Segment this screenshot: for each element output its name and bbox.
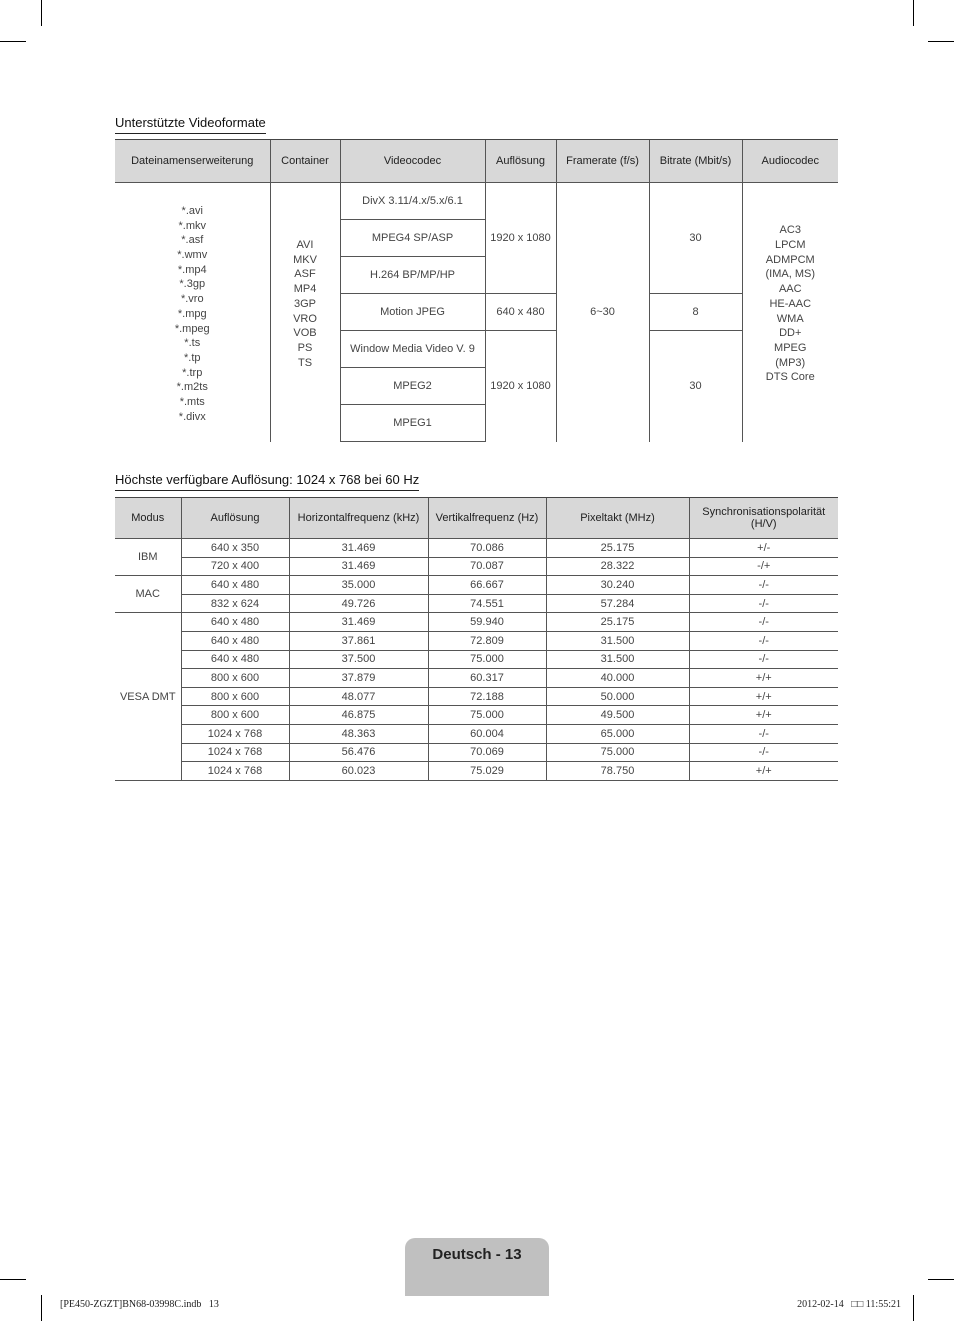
audiocodecs-cell: AC3 LPCM ADMPCM (IMA, MS) AAC HE-AAC WMA DD+ MPEG (MP3) DTS Core [742,183,838,442]
mode-cell: IBM [115,539,181,576]
table-cell: 640 x 480 [181,613,289,632]
table-cell: 31.469 [289,539,428,558]
table-cell: 31.469 [289,613,428,632]
table-row [115,706,838,725]
bitrate-cell: 30 [649,183,742,294]
resolution-cell: 1920 x 1080 [485,183,556,294]
table-cell: 31.469 [289,557,428,576]
table-cell: 35.000 [289,576,428,595]
table-cell: -/- [689,576,838,595]
table-header-row [115,140,838,183]
table-cell: 60.317 [428,669,546,688]
table-cell: 31.500 [546,650,689,669]
table-cell: 800 x 600 [181,669,289,688]
resolution-cell: 1920 x 1080 [485,331,556,442]
table-cell: 59.940 [428,613,546,632]
column-header: Framerate (f/s) [556,140,649,183]
crop-mark [913,1295,914,1321]
column-header: Modus [115,498,181,539]
table-cell: 60.023 [289,762,428,781]
table-row [115,183,838,220]
table-header-row [115,498,838,539]
table-cell: 640 x 350 [181,539,289,558]
table-cell: +/- [689,539,838,558]
table-cell: 75.000 [428,706,546,725]
mode-cell: VESA DMT [115,613,181,780]
table-row [115,576,838,595]
table-row [115,650,838,669]
table-cell: 720 x 400 [181,557,289,576]
table-cell: 72.809 [428,631,546,650]
column-header: Pixeltakt (MHz) [546,498,689,539]
table-cell: 48.363 [289,724,428,743]
column-header: Auflösung [181,498,289,539]
table-cell: 57.284 [546,594,689,613]
video-formats-table [115,139,838,442]
mode-cell: MAC [115,576,181,613]
table-cell: 75.000 [546,743,689,762]
table-cell: 75.029 [428,762,546,781]
table-cell: 46.875 [289,706,428,725]
resolution-table [115,497,838,781]
table-cell: 640 x 480 [181,650,289,669]
column-header: Synchronisationspolarität (H/V) [689,498,838,539]
codec-cell: MPEG1 [340,405,485,442]
column-header: Audiocodec [742,140,838,183]
table-row [115,631,838,650]
table-cell: 56.476 [289,743,428,762]
table-cell: 70.087 [428,557,546,576]
table-cell: 72.188 [428,687,546,706]
table-cell: 49.500 [546,706,689,725]
table-cell: -/- [689,650,838,669]
table-row [115,594,838,613]
table-cell: -/- [689,594,838,613]
table-cell: 65.000 [546,724,689,743]
crop-mark [41,1295,42,1321]
video-formats-title: Unterstützte Videoformate [115,115,266,134]
column-header: Auflösung [485,140,556,183]
table-cell: 800 x 600 [181,687,289,706]
table-cell: 66.667 [428,576,546,595]
table-cell: 37.879 [289,669,428,688]
table-row [115,724,838,743]
table-cell: 49.726 [289,594,428,613]
resolution-cell: 640 x 480 [485,294,556,331]
column-header: Videocodec [340,140,485,183]
table-cell: 31.500 [546,631,689,650]
table-cell: +/+ [689,762,838,781]
codec-cell: Window Media Video V. 9 [340,331,485,368]
crop-mark [928,41,954,42]
framerate-cell: 6~30 [556,183,649,442]
table-row [115,613,838,632]
table-cell: 50.000 [546,687,689,706]
table-cell: 37.861 [289,631,428,650]
column-header: Bitrate (Mbit/s) [649,140,742,183]
bitrate-cell: 8 [649,294,742,331]
table-row [115,687,838,706]
footer-timestamp: 2012-02-14 □□ 11:55:21 [797,1299,901,1310]
codec-cell: MPEG4 SP/ASP [340,220,485,257]
table-row [115,669,838,688]
crop-mark [913,0,914,26]
table-cell: -/- [689,743,838,762]
table-cell: +/+ [689,669,838,688]
table-cell: 74.551 [428,594,546,613]
column-header: Dateinamenserweiterung [115,140,270,183]
table-cell: +/+ [689,706,838,725]
codec-cell: H.264 BP/MP/HP [340,257,485,294]
table-cell: -/+ [689,557,838,576]
table-cell: 40.000 [546,669,689,688]
containers-cell: AVI MKV ASF MP4 3GP VRO VOB PS TS [270,183,340,442]
table-cell: -/- [689,613,838,632]
crop-mark [928,1279,954,1280]
resolution-title: Höchste verfügbare Auflösung: 1024 x 768 bei 60 Hz [115,472,419,491]
table-cell: 60.004 [428,724,546,743]
table-cell: -/- [689,631,838,650]
table-row [115,743,838,762]
table-row [115,557,838,576]
column-header: Horizontalfrequenz (kHz) [289,498,428,539]
table-cell: 25.175 [546,539,689,558]
table-cell: 78.750 [546,762,689,781]
crop-mark [41,0,42,26]
crop-mark [0,1279,26,1280]
table-cell: 1024 x 768 [181,743,289,762]
column-header: Vertikalfrequenz (Hz) [428,498,546,539]
table-cell: 25.175 [546,613,689,632]
footer-file-info: [PE450-ZGZT]BN68-03998C.indb 13 [60,1299,219,1310]
codec-cell: Motion JPEG [340,294,485,331]
page-number-label: Deutsch - 13 [432,1246,522,1263]
table-cell: 28.322 [546,557,689,576]
resolution-table-body [115,539,838,781]
page-number-badge [405,1238,549,1296]
codec-cell: DivX 3.11/4.x/5.x/6.1 [340,183,485,220]
table-cell: 75.000 [428,650,546,669]
table-cell: 48.077 [289,687,428,706]
bitrate-cell: 30 [649,331,742,442]
table-row [115,762,838,781]
codec-cell: MPEG2 [340,368,485,405]
crop-mark [0,41,26,42]
table-cell: 640 x 480 [181,576,289,595]
table-row [115,539,838,558]
extensions-cell: *.avi *.mkv *.asf *.wmv *.mp4 *.3gp *.vro *.mpg *.mpeg *.ts *.tp *.trp *.m2ts *.mts *.divx [115,183,270,442]
table-cell: 640 x 480 [181,631,289,650]
table-cell: 1024 x 768 [181,724,289,743]
table-cell: +/+ [689,687,838,706]
table-cell: 37.500 [289,650,428,669]
column-header: Container [270,140,340,183]
table-cell: 70.086 [428,539,546,558]
table-cell: -/- [689,724,838,743]
table-cell: 1024 x 768 [181,762,289,781]
table-cell: 832 x 624 [181,594,289,613]
table-cell: 70.069 [428,743,546,762]
table-cell: 30.240 [546,576,689,595]
table-cell: 800 x 600 [181,706,289,725]
